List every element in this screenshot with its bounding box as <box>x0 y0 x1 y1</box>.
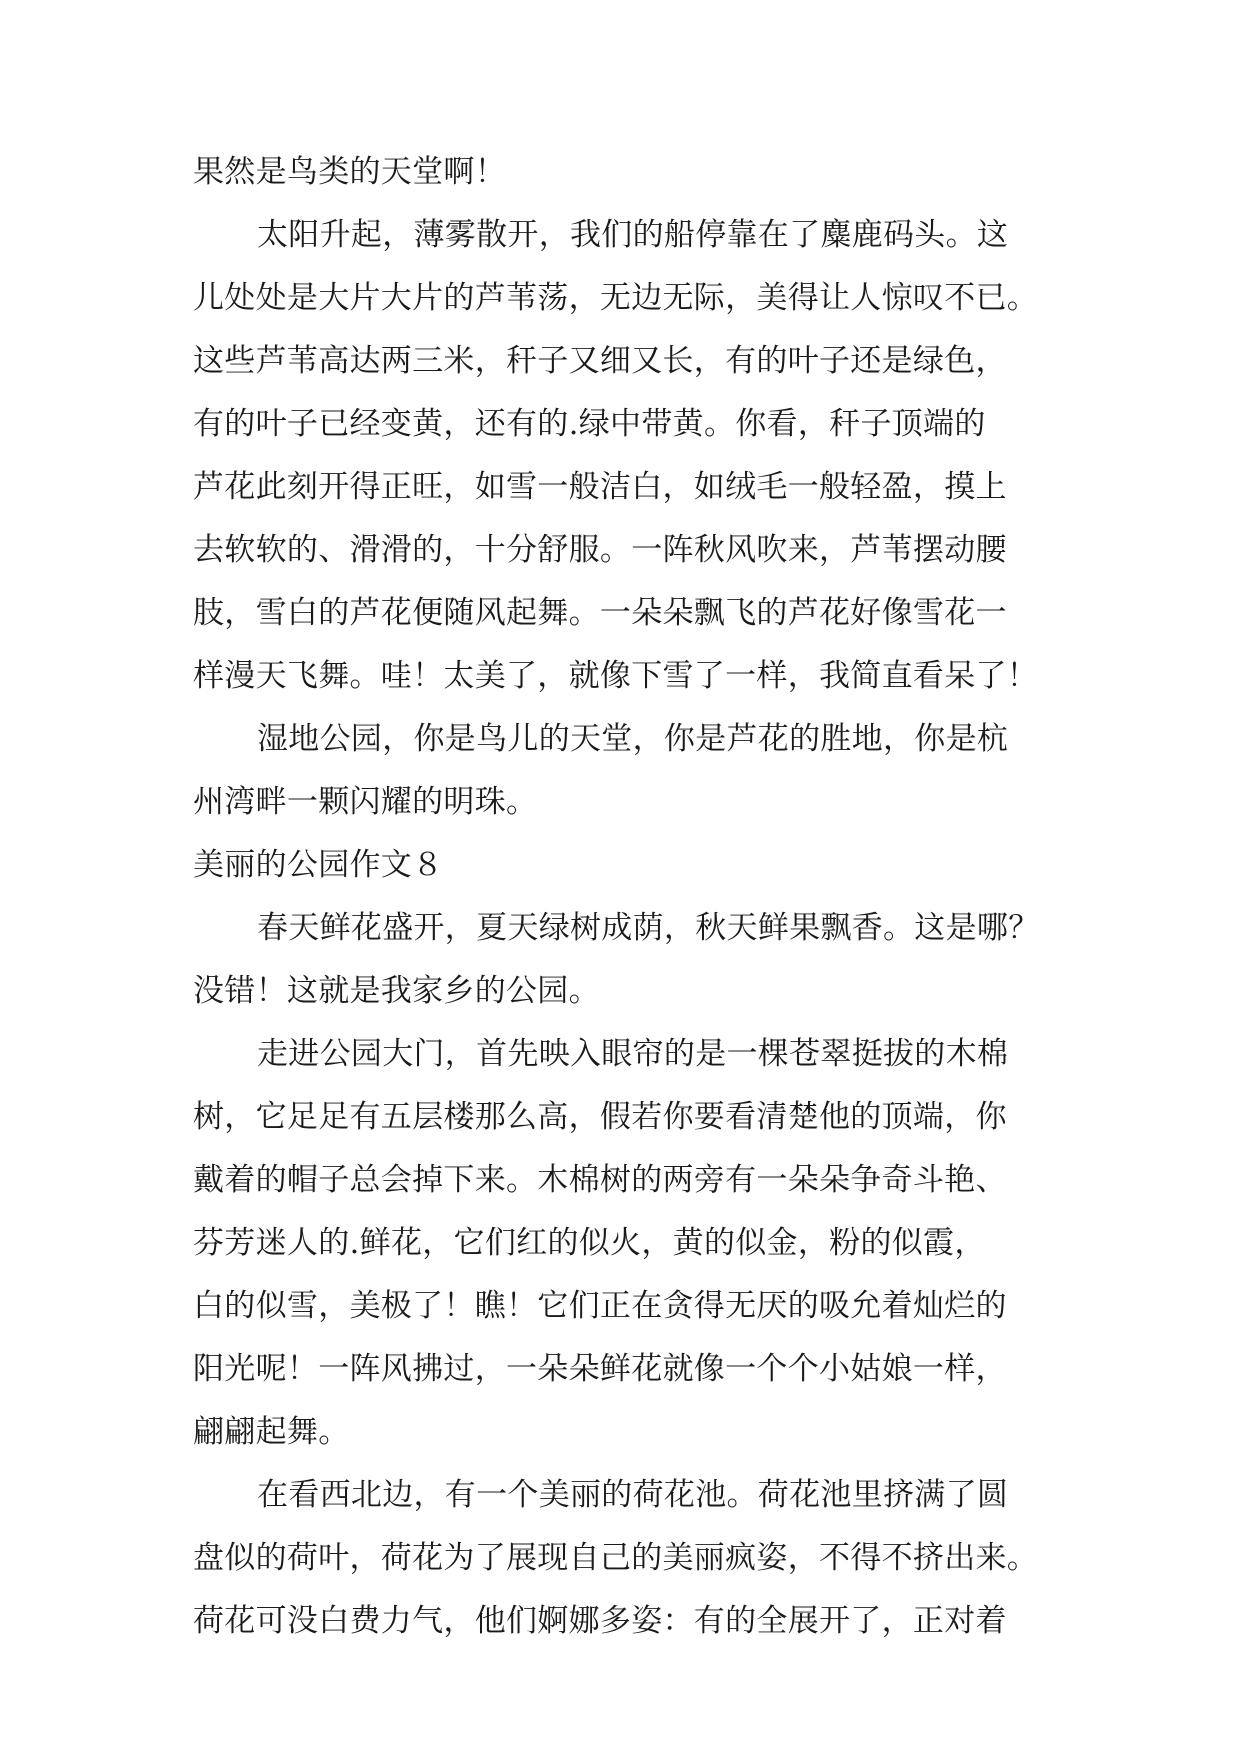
text-line: 果然是鸟类的天堂啊！ <box>193 154 506 190</box>
text-line: 有的叶子已经变黄，还有的.绿中带黄。你看，秆子顶端的 <box>193 406 986 442</box>
paragraph-start: 太阳升起，薄雾散开，我们的船停靠在了麋鹿码头。这 <box>257 217 1009 253</box>
text-line: 去软软的、滑滑的，十分舒服。一阵秋风吹来，芦苇摆动腰 <box>193 532 1007 568</box>
paragraph-start: 走进公园大门，首先映入眼帘的是一棵苍翠挺拔的木棉 <box>257 1036 1009 1072</box>
paragraph-start: 在看西北边，有一个美丽的荷花池。荷花池里挤满了圆 <box>257 1477 1009 1513</box>
text-line: 树，它足足有五层楼那么高，假若你要看清楚他的顶端，你 <box>193 1099 1007 1135</box>
text-line: 芦花此刻开得正旺，如雪一般洁白，如绒毛一般轻盈，摸上 <box>193 469 1007 505</box>
text-line: 翩翩起舞。 <box>193 1414 350 1450</box>
section-heading: 美丽的公园作文８ <box>193 847 444 883</box>
text-line: 这些芦苇高达两三米，秆子又细又长，有的叶子还是绿色， <box>193 343 1007 379</box>
text-line: 儿处处是大片大片的芦苇荡，无边无际，美得让人惊叹不已。 <box>193 280 1039 316</box>
text-line: 样漫天飞舞。哇！太美了，就像下雪了一样，我简直看呆了！ <box>193 658 1039 694</box>
paragraph-start: 春天鲜花盛开，夏天绿树成荫，秋天鲜果飘香。这是哪？ <box>257 910 1040 946</box>
text-line: 盘似的荷叶，荷花为了展现自己的美丽疯姿，不得不挤出来。 <box>193 1540 1039 1576</box>
text-line: 荷花可没白费力气，他们婀娜多姿：有的全展开了，正对着 <box>193 1603 1007 1639</box>
text-line: 戴着的帽子总会掉下来。木棉树的两旁有一朵朵争奇斗艳、 <box>193 1162 1007 1198</box>
text-line: 州湾畔一颗闪耀的明珠。 <box>193 784 538 820</box>
paragraph-start: 湿地公园，你是鸟儿的天堂，你是芦花的胜地，你是杭 <box>257 721 1009 757</box>
text-line: 白的似雪，美极了！瞧！它们正在贪得无厌的吸允着灿烂的 <box>193 1288 1007 1324</box>
text-line: 肢，雪白的芦花便随风起舞。一朵朵飘飞的芦花好像雪花一 <box>193 595 1007 631</box>
text-line: 没错！这就是我家乡的公园。 <box>193 973 600 1009</box>
text-line: 芬芳迷人的.鲜花，它们红的似火，黄的似金，粉的似霞， <box>193 1225 986 1261</box>
text-line: 阳光呢！一阵风拂过，一朵朵鲜花就像一个个小姑娘一样， <box>193 1351 1007 1387</box>
